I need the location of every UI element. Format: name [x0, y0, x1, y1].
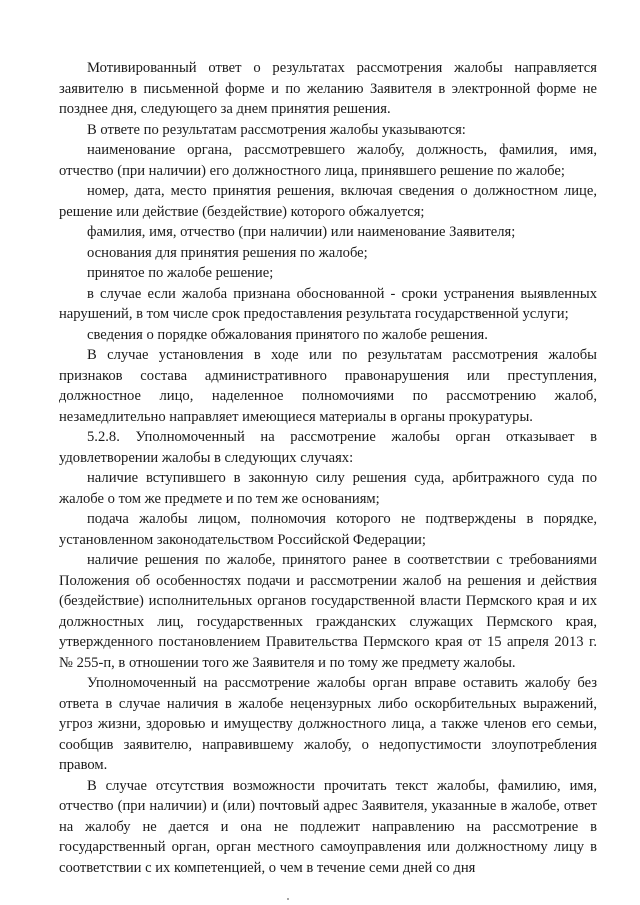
paragraph-reasoned-response: Мотивированный ответ о результатах рассмотрения жалобы направляется заявителю в письменной форме и по желанию Заявителя в электронной форме не позднее дня, следующего за днем принятия решения.	[59, 60, 597, 117]
paragraph-remedy-deadlines: в случае если жалоба признана обоснованной - сроки устранения выявленных нарушений, в том числе срок предоставления результата государственной услуги;	[59, 285, 597, 322]
paragraph-decision-taken: принятое по жалобе решение;	[87, 265, 274, 281]
paragraph-decision-grounds: основания для принятия решения по жалобе;	[87, 244, 368, 261]
paragraph-prior-decision: наличие решения по жалобе, принятого ранее в соответствии с требованиями Положения об особенностях подачи и рассмотрении жалоб на решения и действия (бездействие) исполнительных органов государственной власти Пермского края и их должностных лиц, государственных гражданских служащих Пермского края, утвержденного постановлением Правительства Пермского края от 15 апреля 2013 г. № 255-п, в отношении того же Заявителя и по тому же предмету жалобы.	[59, 552, 597, 671]
paragraph-decision-details: номер, дата, место принятия решения, включая сведения о должностном лице, решение или действие (бездействие) которого обжалуется;	[59, 183, 597, 220]
paragraph-authority-name: наименование органа, рассмотревшего жалобу, должность, фамилия, имя, отчество (при наличии) его должностного лица, принявшего решение по жалобе;	[59, 142, 597, 179]
paragraph-obscene-language: Уполномоченный на рассмотрение жалобы орган вправе оставить жалобу без ответа в случае наличия в жалобе нецензурных либо оскорбительных выражений, угроз жизни, здоровью и имуществу должностного лица, а также членов его семьи, сообщив заявителю, направившему жалобу, о недопустимости злоупотребления правом.	[59, 675, 597, 773]
paragraph-appeal-procedure: сведения о порядке обжалования принятого по жалобе решения.	[87, 326, 488, 343]
paragraph-court-decision: наличие вступившего в законную силу решения суда, арбитражного суда по жалобе о том же предмете и по тем же основаниям;	[59, 470, 597, 507]
paragraph-section-5-2-8: 5.2.8. Уполномоченный на рассмотрение жалобы орган отказывает в удовлетворении жалобы в следующих случаях:	[59, 429, 597, 466]
paragraph-unconfirmed-authority: подача жалобы лицом, полномочия которого не подтверждены в порядке, установленном законодательством Российской Федерации;	[59, 511, 597, 548]
paragraph-response-contents-intro: В ответе по результатам рассмотрения жалобы указываются:	[87, 121, 466, 138]
document-body	[59, 58, 597, 878]
paragraph-applicant-name: фамилия, имя, отчество (при наличии) или наименование Заявителя;	[87, 224, 516, 240]
scan-artifact-dot	[287, 898, 289, 900]
paragraph-unreadable-complaint: В случае отсутствия возможности прочитать текст жалобы, фамилию, имя, отчество (при наличии) и (или) почтовый адрес Заявителя, указанные в жалобе, ответ на жалобу не дается и она не подлежит направлению на рассмотрение в государственный орган, орган местного самоуправления или должностному лицу в соответствии с их компетенцией, о чем в течение семи дней со дня	[59, 777, 597, 876]
paragraph-prosecution-referral: В случае установления в ходе или по результатам рассмотрения жалобы признаков состава административного правонарушения или преступления, должностное лицо, наделенное полномочиями по рассмотрению жалоб, незамедлительно направляет имеющиеся материалы в органы прокуратуры.	[59, 347, 597, 425]
